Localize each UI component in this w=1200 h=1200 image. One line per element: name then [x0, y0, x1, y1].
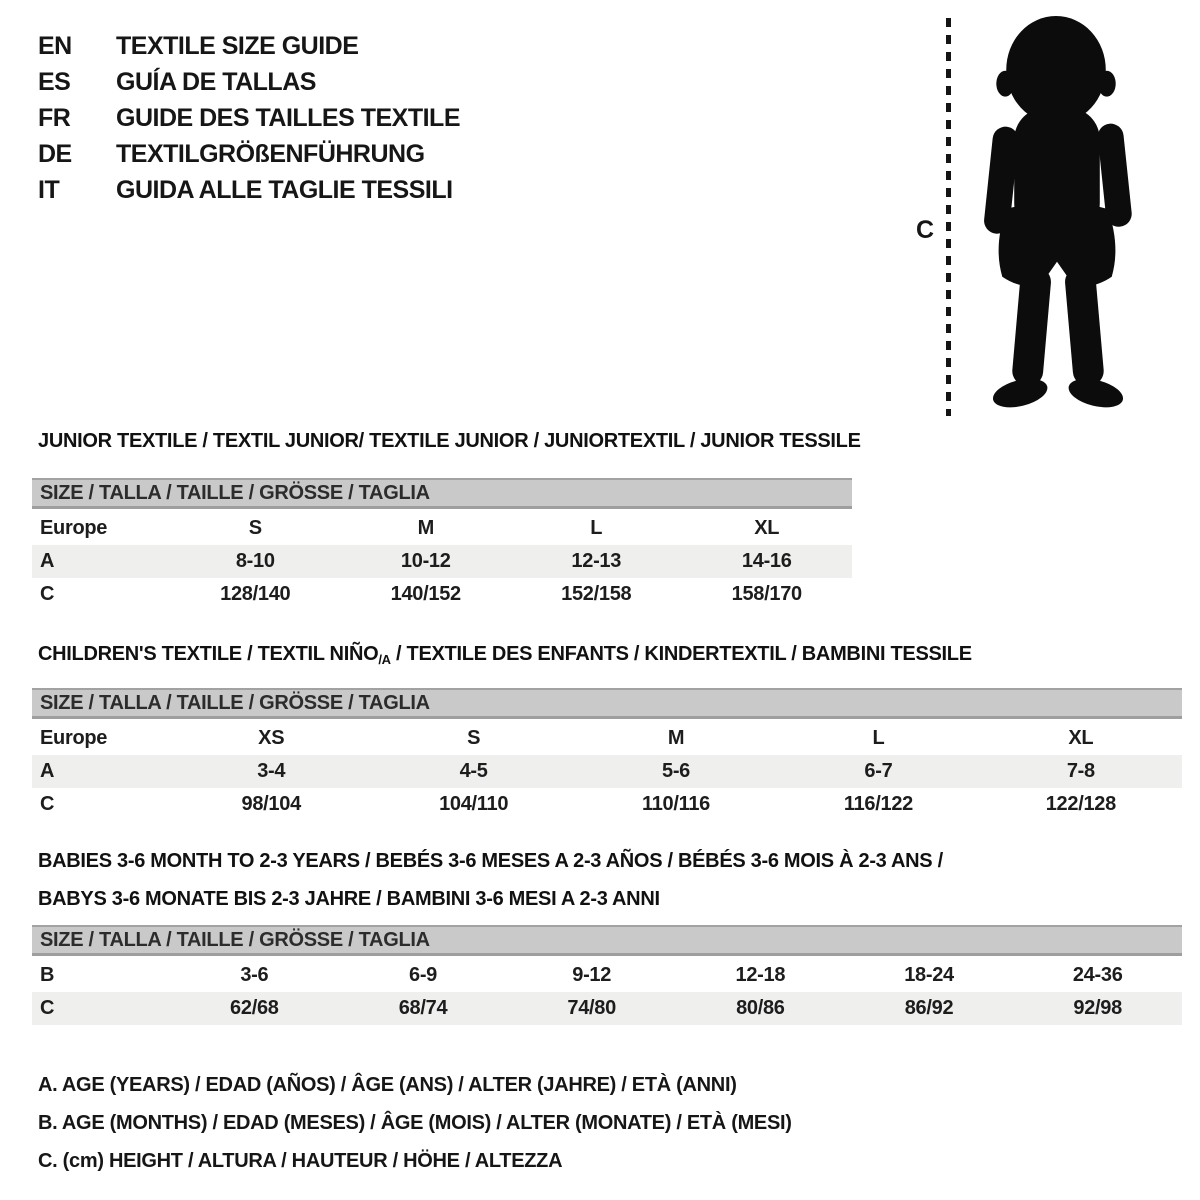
- value-cell: 128/140: [220, 583, 291, 605]
- language-title-block: [38, 28, 460, 208]
- size-cell: S: [467, 727, 481, 749]
- value-cell: 3-6: [240, 964, 269, 986]
- junior-size-table: [32, 478, 852, 611]
- lang-row-it: [38, 172, 460, 208]
- size-band: SIZE / TALLA / TAILLE / GRÖSSE / TAGLIA: [32, 478, 852, 509]
- value-cell: 116/122: [843, 793, 913, 815]
- toddler-silhouette: [958, 12, 1158, 420]
- value-cell: 7-8: [1066, 760, 1095, 782]
- legend-line-b: B. AGE (MONTHS) / EDAD (MESES) / ÂGE (MOIS) / ALTER (MONATE) / ETÀ (MESI): [38, 1111, 792, 1134]
- table-row-a: [32, 545, 852, 578]
- lang-title: TEXTILGRÖßENFÜHRUNG: [116, 139, 425, 168]
- value-cell: 9-12: [572, 964, 612, 986]
- value-cell: 152/158: [561, 583, 632, 605]
- children-section-title: [38, 643, 972, 667]
- size-cell: L: [872, 727, 885, 749]
- value-cell: 104/110: [439, 793, 509, 815]
- junior-section-title: JUNIOR TEXTILE / TEXTIL JUNIOR/ TEXTILE JUNIOR / JUNIORTEXTIL / JUNIOR TESSILE: [38, 430, 861, 452]
- lang-row-en: [38, 28, 460, 64]
- value-cell: 98/104: [241, 793, 301, 815]
- row-label: C: [40, 793, 55, 815]
- value-cell: 6-7: [864, 760, 893, 782]
- value-cell: 24-36: [1072, 964, 1123, 986]
- value-cell: 122/128: [1045, 793, 1116, 815]
- value-cell: 5-6: [662, 760, 691, 782]
- value-cell: 4-5: [459, 760, 488, 782]
- height-measure-line: [946, 18, 951, 416]
- lang-code: IT: [38, 175, 60, 204]
- table-row-europe: [32, 722, 1182, 755]
- value-cell: 6-9: [409, 964, 438, 986]
- size-cell: M: [667, 727, 685, 749]
- value-cell: 68/74: [398, 997, 448, 1019]
- lang-title: GUIDA ALLE TAGLIE TESSILI: [116, 175, 453, 204]
- lang-title: TEXTILE SIZE GUIDE: [116, 31, 359, 60]
- value-cell: 158/170: [731, 583, 802, 605]
- value-cell: 140/152: [390, 583, 461, 605]
- table-row-c: [32, 788, 1182, 821]
- value-cell: 74/80: [567, 997, 616, 1019]
- value-cell: 12-18: [735, 964, 786, 986]
- value-cell: 12-13: [571, 550, 622, 572]
- value-cell: 10-12: [400, 550, 451, 572]
- value-cell: 86/92: [904, 997, 954, 1019]
- toddler-silhouette-icon: [958, 12, 1158, 420]
- row-label: A: [40, 760, 55, 782]
- value-cell: 80/86: [736, 997, 785, 1019]
- size-cell: XL: [754, 517, 780, 539]
- children-size-table: [32, 688, 1182, 821]
- lang-code: DE: [38, 139, 72, 168]
- lang-code: ES: [38, 67, 71, 96]
- table-row-a: [32, 755, 1182, 788]
- babies-section-title-line1: BABIES 3-6 MONTH TO 2-3 YEARS / BEBÉS 3-6 MESES A 2-3 AÑOS / BÉBÉS 3-6 MOIS À 2-3 ANS /: [38, 850, 943, 872]
- legend-line-a: A. AGE (YEARS) / EDAD (AÑOS) / ÂGE (ANS) / ALTER (JAHRE) / ETÀ (ANNI): [38, 1073, 737, 1096]
- value-cell: 110/116: [642, 793, 711, 815]
- lang-row-es: [38, 64, 460, 100]
- lang-title: GUIDE DES TAILLES TEXTILE: [116, 103, 461, 132]
- row-label: B: [40, 964, 55, 986]
- children-title-prefix: CHILDREN'S TEXTILE / TEXTIL NIÑO: [38, 643, 379, 665]
- table-row-b: [32, 959, 1182, 992]
- row-label: Europe: [40, 517, 108, 539]
- row-label: A: [40, 550, 55, 572]
- table-row-europe: [32, 512, 852, 545]
- children-title-subscript: /A: [378, 652, 391, 667]
- size-band: SIZE / TALLA / TAILLE / GRÖSSE / TAGLIA: [32, 688, 1182, 719]
- lang-code: FR: [38, 103, 71, 132]
- babies-size-table: [32, 925, 1182, 1025]
- size-cell: M: [417, 517, 434, 539]
- table-row-c: [32, 578, 852, 611]
- value-cell: 18-24: [904, 964, 954, 986]
- size-cell: L: [590, 517, 603, 539]
- lang-title: GUÍA DE TALLAS: [116, 67, 316, 96]
- value-cell: 8-10: [235, 550, 275, 572]
- lang-row-fr: [38, 100, 460, 136]
- value-cell: 92/98: [1073, 997, 1122, 1019]
- children-title-suffix: / TEXTILE DES ENFANTS / KINDERTEXTIL / BAMBINI TESSILE: [390, 643, 972, 665]
- row-label: C: [40, 997, 55, 1019]
- legend-line-c: C. (cm) HEIGHT / ALTURA / HAUTEUR / HÖHE / ALTEZZA: [38, 1149, 563, 1172]
- babies-section-title-line2: BABYS 3-6 MONATE BIS 2-3 JAHRE / BAMBINI 3-6 MESI A 2-3 ANNI: [38, 888, 660, 910]
- value-cell: 14-16: [741, 550, 792, 572]
- size-band: SIZE / TALLA / TAILLE / GRÖSSE / TAGLIA: [32, 925, 1182, 956]
- value-cell: 62/68: [230, 997, 279, 1019]
- table-row-c: [32, 992, 1182, 1025]
- value-cell: 3-4: [257, 760, 286, 782]
- row-label: C: [40, 583, 55, 605]
- lang-code: EN: [38, 31, 72, 60]
- lang-row-de: [38, 136, 460, 172]
- measure-legend: [38, 1066, 792, 1180]
- height-measure-label: C: [916, 216, 935, 244]
- row-label: Europe: [40, 727, 108, 749]
- size-cell: S: [248, 517, 262, 539]
- size-cell: XS: [258, 727, 285, 749]
- size-cell: XL: [1068, 727, 1094, 749]
